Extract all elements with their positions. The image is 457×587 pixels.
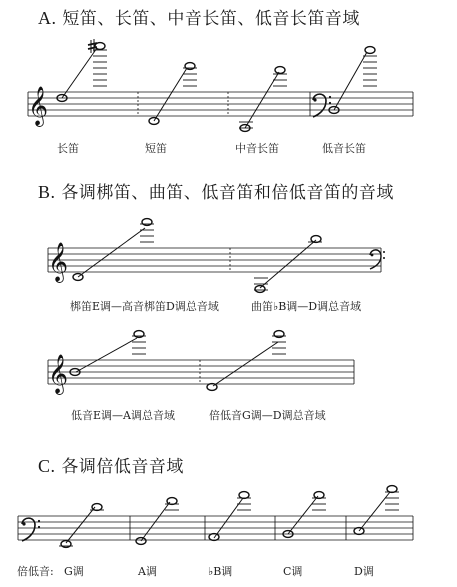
section-c-letter: C. [38,456,56,476]
section-c-title: 各调倍低音音域 [61,457,184,477]
caption-c-key-bflat: ♭B调 [208,565,233,578]
section-a-letter: A. [38,8,57,28]
caption-a-piccolo: 短笛 [145,142,167,155]
bass-clef-icon [22,518,35,541]
staff-b2 [48,338,354,386]
caption-c-key-g: G调 [64,565,84,578]
caption-a-bass-flute: 低音长笛 [322,142,366,155]
section-b-letter: B. [38,182,56,202]
caption-b-qudi: 曲笛♭B调—D调总音域 [251,300,362,313]
caption-c-key-c: C调 [283,565,303,578]
caption-b-low-flute: 低音E调—A调总音域 [71,409,175,422]
caption-a-flute: 长笛 [57,142,79,155]
section-a-title: 短笛、长笛、中音长笛、低音长笛音域 [62,9,360,29]
caption-c-key-d: D调 [354,565,374,578]
staff-a [28,48,413,128]
treble-clef-icon: 𝄞 [28,86,49,126]
caption-a-alto-flute: 中音长笛 [235,142,279,155]
caption-b-bangdi: 梆笛E调—高音梆笛D调总音域 [70,300,219,313]
section-b-title: 各调梆笛、曲笛、低音笛和倍低音笛的音域 [61,183,394,203]
caption-c-key-a: A调 [138,565,157,578]
caption-c-prefix: 倍低音: [17,565,54,578]
staff-b1 [48,228,381,288]
treble-clef-icon: 𝄞 [48,242,69,282]
staff-c [18,492,413,543]
treble-clef-icon: 𝄞 [48,354,69,394]
note-heads [57,43,397,548]
bass-clef-icon [313,94,326,117]
caption-b-contrabass-flute: 倍低音G调—D调总音域 [209,409,326,422]
